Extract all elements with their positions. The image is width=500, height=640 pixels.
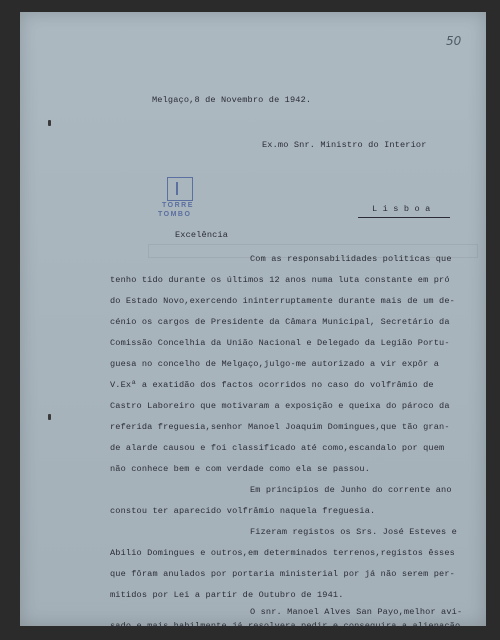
document-page — [20, 12, 486, 626]
body-line: Em principios de Junho do corrente ano — [250, 485, 452, 495]
body-line: não conhece bem e com verdade como ela se passou. — [110, 464, 371, 474]
body-line: mitidos por Lei a partir de Outubro de 1941. — [110, 590, 344, 600]
stamp-line-1: TORRE — [162, 202, 194, 209]
city-underline — [358, 217, 450, 218]
recipient-city: L i s b o a — [372, 204, 431, 214]
body-line: O snr. Manoel Alves San Payo,melhor avi- — [250, 607, 463, 617]
body-line: tenho tido durante os últimos 12 anos numa luta constante em pró — [110, 275, 450, 285]
body-line: constou ter aparecido volfrâmio naquela freguesia. — [110, 506, 376, 516]
body-line: sado e mais habilmente,já resolvera pedir e conseguira a alienação — [110, 621, 461, 631]
body-line: cénio os cargos de Presidente da Câmara Municipal, Secretário da — [110, 317, 450, 327]
body-line: Abilio Domingues e outros,em determinados terrenos,registos êsses — [110, 548, 455, 558]
body-line: referida freguesia,senhor Manoel Joaquim Domingues,que tão gran- — [110, 422, 450, 432]
body-line: de alarde causou e foi classificado até como,escandalo por quem — [110, 443, 445, 453]
body-line: Fizeram registos os Srs. José Esteves e — [250, 527, 457, 537]
punch-hole — [48, 120, 51, 126]
tower-stamp-icon — [167, 177, 193, 201]
body-line: Com as responsabilidades politicas que — [250, 254, 452, 264]
body-line: do Estado Novo,exercendo ininterruptamente durante mais de um de- — [110, 296, 455, 306]
salutation: Excelência — [175, 230, 229, 240]
body-line: Castro Laboreiro que motivaram a exposição e queixa do pároco da — [110, 401, 450, 411]
archive-stamp — [158, 177, 206, 219]
body-line: V.Exª a exatidão dos factos ocorridos no caso do volfrâmio de — [110, 380, 434, 390]
stamp-line-2: TOMBO — [158, 211, 192, 218]
body-line: guesa no concelho de Melgaço,julgo-me autorizado a vir expôr a — [110, 359, 440, 369]
place-date: Melgaço,8 de Novembro de 1942. — [152, 95, 312, 105]
recipient-line: Ex.mo Snr. Ministro do Interior — [262, 140, 427, 150]
page-number: 50 — [446, 34, 462, 48]
body-line: que fôram anulados por portaria ministerial por já não serem per- — [110, 569, 455, 579]
punch-hole — [48, 414, 51, 420]
body-line: Comissão Concelhia da União Nacional e Delegado da Legião Portu- — [110, 338, 450, 348]
